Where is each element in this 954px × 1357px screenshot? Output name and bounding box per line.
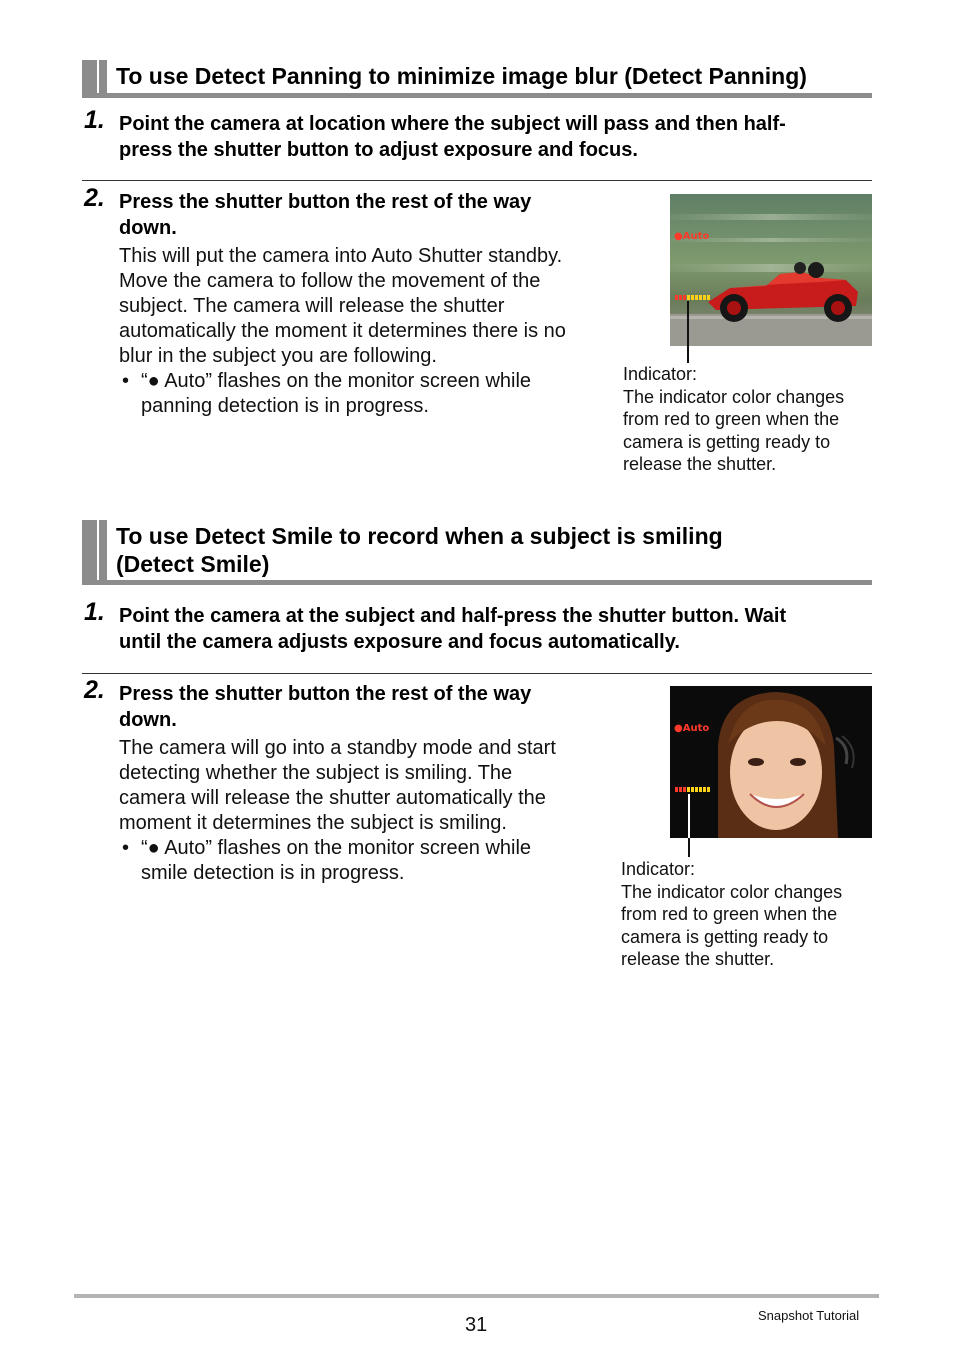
section-title: To use Detect Panning to minimize image blur (Detect Panning): [116, 63, 807, 89]
caption-line: Indicator:: [623, 364, 698, 384]
caption-line: The indicator color changes: [623, 386, 845, 407]
bullet-dot-icon: •: [122, 370, 130, 392]
indicator-bar: [675, 787, 710, 792]
step-description: [119, 736, 556, 836]
footer-section-label: Snapshot Tutorial: [758, 1308, 860, 1323]
bullet-line: “● Auto” flashes on the monitor screen while: [141, 837, 532, 859]
race-car-image: [670, 194, 872, 346]
description-line: The camera will go into a standby mode and start: [119, 737, 556, 759]
bullet-note: [119, 369, 599, 421]
indicator-pointer-line: [688, 838, 690, 857]
header-underline: [82, 580, 872, 585]
caption-line: The indicator color changes: [621, 881, 843, 902]
step-instruction-line: down.: [119, 217, 177, 239]
step-instruction-line: Press the shutter button the rest of the way: [119, 683, 532, 705]
indicator-caption: [623, 363, 883, 476]
step-instruction-line: press the shutter button to adjust exposure and focus.: [119, 139, 638, 161]
bullet-dot-icon: •: [122, 837, 130, 859]
step-instruction-line: Point the camera at location where the subject will pass and then half-: [119, 113, 786, 135]
caption-line: Indicator:: [621, 859, 696, 879]
step-number: 2.: [84, 184, 105, 212]
section-title: [116, 522, 723, 578]
description-line: detecting whether the subject is smiling. The: [119, 762, 513, 784]
header-underline: [82, 93, 872, 98]
step-instruction-line: Point the camera at the subject and half-press the shutter button. Wait: [119, 605, 787, 627]
step-instruction-line: until the camera adjusts exposure and focus automatically.: [119, 631, 680, 653]
step-instruction: [119, 681, 531, 733]
step-number: 1.: [84, 598, 105, 626]
caption-line: from red to green when the: [621, 904, 838, 924]
description-line: subject. The camera will release the shutter: [119, 295, 505, 317]
description-line: moment it determines the subject is smiling.: [119, 812, 507, 834]
section-header-panning: [82, 60, 872, 98]
step-number: 1.: [84, 106, 105, 134]
description-line: automatically the moment it determines there is no: [119, 320, 566, 342]
indicator-pointer-line: [687, 301, 689, 363]
step-instruction: [119, 111, 786, 163]
bullet-line: “● Auto” flashes on the monitor screen while: [141, 370, 532, 392]
caption-line: release the shutter.: [621, 949, 775, 969]
step-divider: [82, 180, 872, 181]
page-number: 31: [465, 1314, 488, 1336]
auto-indicator-label: ●Auto: [674, 723, 710, 734]
step-number: 2.: [84, 676, 105, 704]
step-instruction: [119, 603, 786, 655]
step-instruction-line: Press the shutter button the rest of the way: [119, 191, 532, 213]
caption-line: camera is getting ready to: [623, 431, 831, 452]
description-line: Move the camera to follow the movement of the: [119, 270, 541, 292]
description-line: This will put the camera into Auto Shutter standby.: [119, 245, 563, 267]
step-divider: [82, 673, 872, 674]
panning-example-photo: [670, 194, 872, 346]
indicator-caption: [621, 858, 881, 971]
description-line: blur in the subject you are following.: [119, 345, 437, 367]
caption-line: release the shutter.: [623, 454, 777, 474]
step-description: [119, 244, 566, 369]
bullet-line: panning detection is in progress.: [141, 395, 429, 417]
header-marker: [82, 520, 108, 585]
smiling-face-image: [670, 686, 872, 838]
caption-line: camera is getting ready to: [621, 926, 829, 947]
bullet-note: [119, 836, 599, 888]
caption-line: from red to green when the: [623, 409, 840, 429]
step-instruction: [119, 189, 531, 241]
footer-rule: [74, 1294, 879, 1298]
step-instruction-line: down.: [119, 709, 177, 731]
bullet-line: smile detection is in progress.: [141, 862, 405, 884]
description-line: camera will release the shutter automatically the: [119, 787, 546, 809]
indicator-bar: [675, 295, 710, 300]
smile-example-photo: [670, 686, 872, 838]
section-header-smile: [82, 520, 872, 585]
section-title-line: To use Detect Smile to record when a subject is smiling: [116, 523, 723, 549]
auto-indicator-label: ●Auto: [674, 231, 710, 242]
section-title-line: (Detect Smile): [116, 551, 270, 577]
